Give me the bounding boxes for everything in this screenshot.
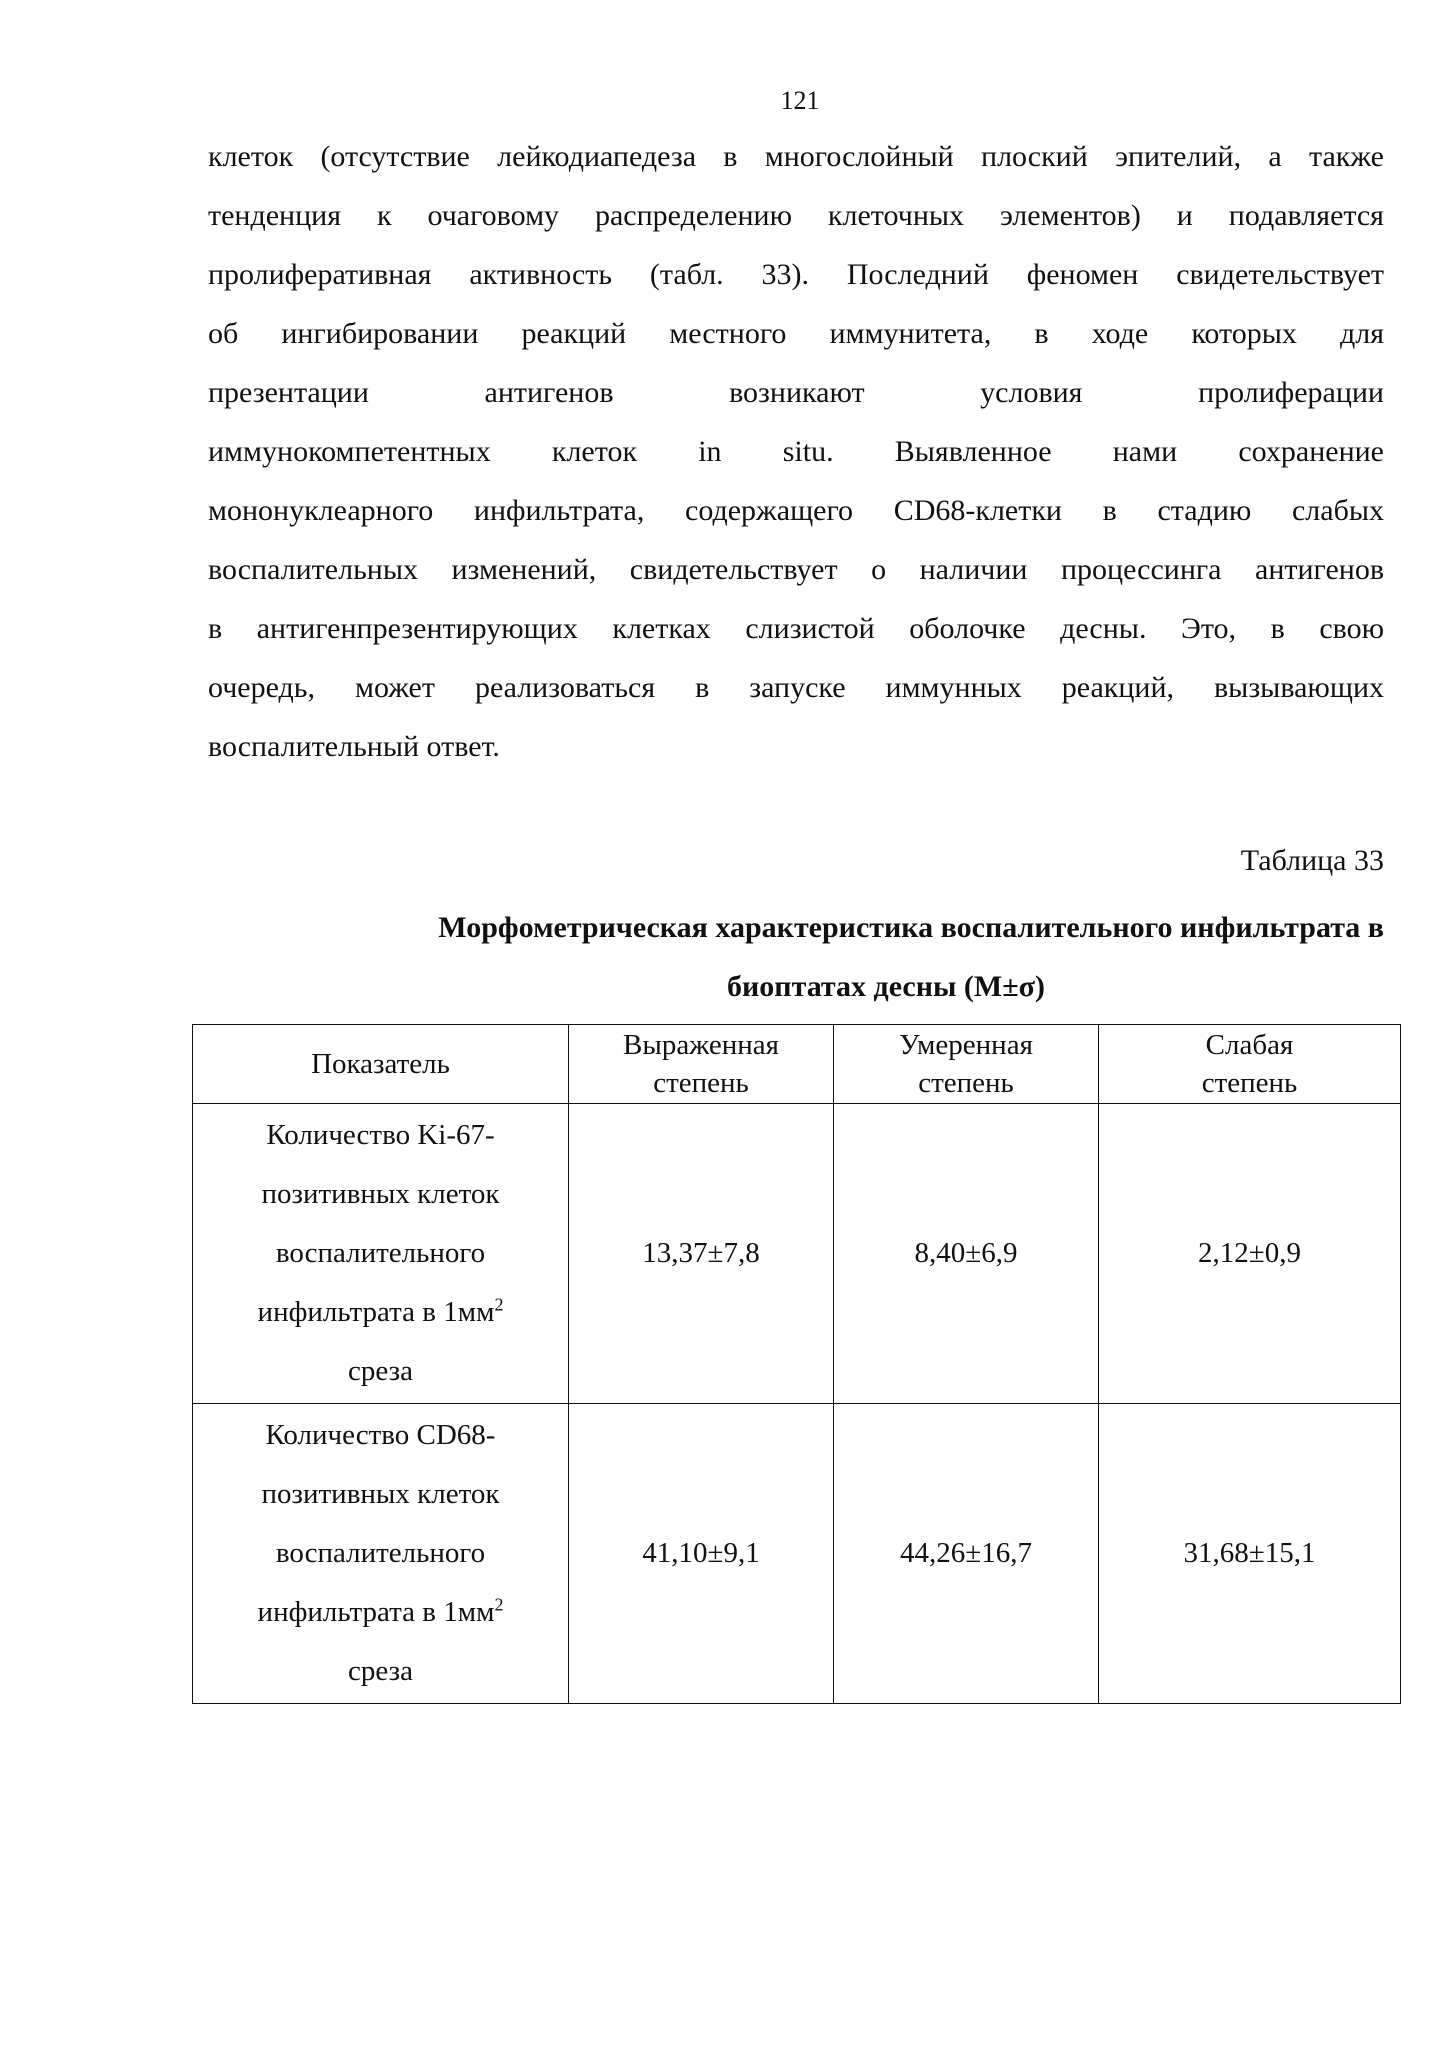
table-row (193, 1404, 1401, 1704)
page-number: 121 (780, 86, 820, 115)
paragraph-line: об ингибировании реакций местного иммунитета, в ходе которых для (208, 317, 1384, 350)
value-severe: 13,37±7,8 (569, 1104, 834, 1404)
table-title-line-2: биоптатах десны (M±σ) (727, 970, 1045, 1003)
row-indicator-line-2: позитивных клеток (261, 1478, 500, 1510)
header-severe-line-2: степень (653, 1067, 749, 1099)
value-weak: 2,12±0,9 (1099, 1104, 1401, 1404)
table-title-line-1: Морфометрическая характеристика воспалительного инфильтрата в (438, 911, 1384, 944)
morphometry-table (192, 1024, 1401, 1704)
paragraph-line: воспалительных изменений, свидетельствует о наличии процессинга антигенов (208, 553, 1384, 586)
table-header-row (193, 1025, 1401, 1104)
paragraph-line: иммунокомпетентных клеток in situ. Выявленное нами сохранение (208, 435, 1384, 468)
table-row (193, 1104, 1401, 1404)
paragraph-line: пролиферативная активность (табл. 33). Последний феномен свидетельствует (208, 258, 1384, 291)
row-indicator-line-1: Количество Ki-67- (266, 1119, 495, 1151)
body-paragraph (208, 132, 1384, 781)
paragraph-line: мононуклеарного инфильтрата, содержащего CD68-клетки в стадию слабых (208, 494, 1384, 527)
header-indicator (193, 1025, 569, 1104)
header-moderate-line-2: степень (918, 1067, 1014, 1099)
header-weak (1099, 1025, 1401, 1104)
row-indicator-line-1: Количество CD68- (265, 1419, 496, 1451)
row-indicator-line-3: воспалительного (275, 1537, 486, 1569)
header-severe (569, 1025, 834, 1104)
row-indicator-line-5: среза (348, 1355, 413, 1387)
row-indicator-cell (193, 1104, 569, 1404)
header-moderate (834, 1025, 1099, 1104)
header-moderate-line-1: Умеренная (899, 1029, 1033, 1061)
table-label: Таблица 33 (1240, 844, 1384, 877)
header-indicator-label: Показатель (311, 1048, 450, 1080)
value-moderate: 44,26±16,7 (834, 1404, 1099, 1704)
superscript: 2 (494, 1594, 504, 1615)
row-indicator-line-4: инфильтрата в 1мм (257, 1596, 495, 1628)
paragraph-line: очередь, может реализоваться в запуске иммунных реакций, вызывающих (208, 671, 1384, 704)
paragraph-line: воспалительный ответ. (208, 730, 500, 763)
paragraph-line: в антигенпрезентирующих клетках слизистой оболочке десны. Это, в свою (208, 612, 1384, 645)
value-weak: 31,68±15,1 (1099, 1404, 1401, 1704)
value-moderate: 8,40±6,9 (834, 1104, 1099, 1404)
superscript: 2 (494, 1294, 504, 1315)
paragraph-line: клеток (отсутствие лейкодиапедеза в многослойный плоский эпителий, а также (208, 140, 1384, 173)
row-indicator-cell (193, 1404, 569, 1704)
table-title (208, 898, 1384, 1016)
header-severe-line-1: Выраженная (623, 1029, 779, 1061)
row-indicator-line-2: позитивных клеток (261, 1178, 500, 1210)
row-indicator-line-5: среза (348, 1655, 413, 1687)
header-weak-line-2: степень (1201, 1067, 1298, 1099)
header-weak-line-1: Слабая (1205, 1029, 1294, 1061)
value-severe: 41,10±9,1 (569, 1404, 834, 1704)
row-indicator-line-4: инфильтрата в 1мм (257, 1296, 495, 1328)
paragraph-line: тенденция к очаговому распределению клеточных элементов) и подавляется (208, 199, 1384, 232)
row-indicator-line-3: воспалительного (275, 1237, 486, 1269)
paragraph-line: презентации антигенов возникают условия пролиферации (208, 376, 1384, 409)
